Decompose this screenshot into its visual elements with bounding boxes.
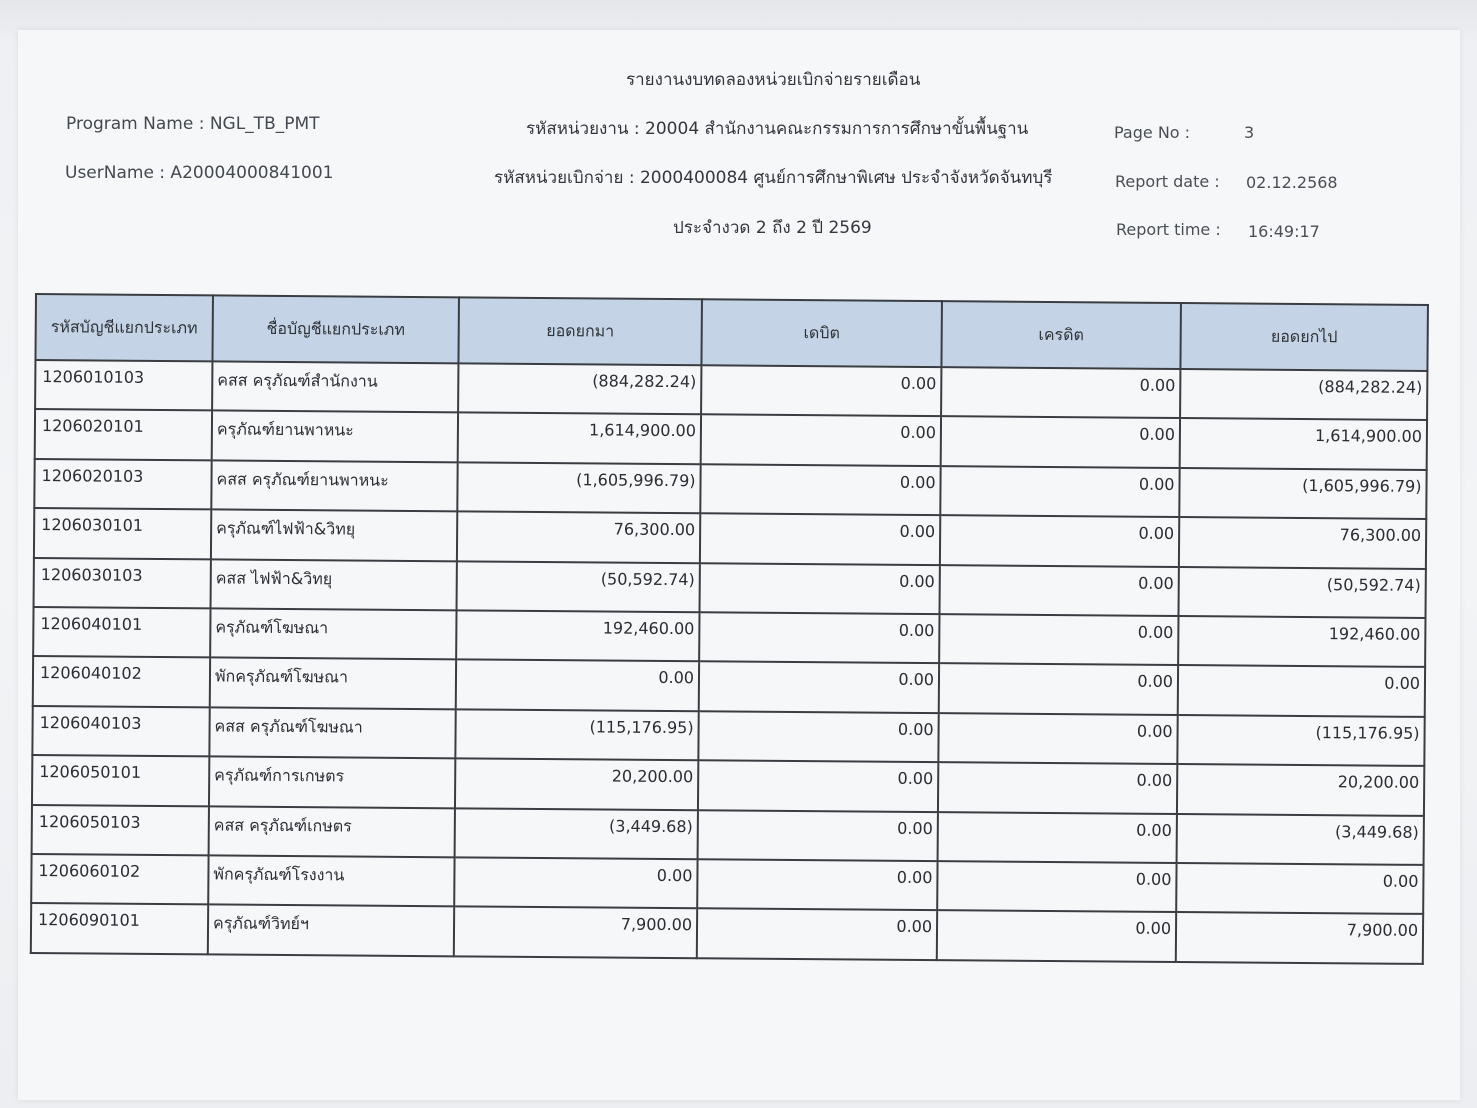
- cell-account-code: 1206040103: [32, 706, 209, 757]
- cell-credit: 0.00: [939, 663, 1178, 714]
- cell-closing-balance: 7,900.00: [1176, 912, 1423, 963]
- cell-credit: 0.00: [940, 515, 1179, 566]
- cell-closing-balance: (884,282.24): [1180, 369, 1427, 420]
- program-name: Program Name : NGL_TB_PMT: [66, 114, 320, 134]
- cell-opening-balance: 0.00: [456, 660, 699, 711]
- cell-opening-balance: 7,900.00: [454, 907, 697, 958]
- cell-debit: 0.00: [701, 365, 941, 416]
- cell-credit: 0.00: [938, 713, 1177, 764]
- trial-balance-table-wrap: [30, 293, 1427, 965]
- cell-account-code: 1206010103: [35, 360, 212, 411]
- report-date-label: Report date :: [1115, 172, 1220, 191]
- agency-line: รหัสหน่วยงาน : 20004 สำนักงานคณะกรรมการการศึกษาขั้นพื้นฐาน: [526, 119, 1029, 139]
- header-credit: เครดิต: [941, 301, 1181, 369]
- cell-closing-balance: 0.00: [1176, 863, 1423, 914]
- cell-debit: 0.00: [699, 612, 939, 663]
- trial-balance-table: [30, 293, 1429, 965]
- cell-account-code: 1206090101: [31, 903, 208, 954]
- cell-debit: 0.00: [700, 513, 940, 564]
- cell-account-code: 1206030103: [34, 558, 211, 609]
- cell-account-name: คสส ไฟฟ้า&วิทยุ: [211, 559, 457, 610]
- page-no-label: Page No :: [1114, 123, 1191, 142]
- cell-closing-balance: 20,200.00: [1177, 764, 1424, 815]
- cell-debit: 0.00: [698, 711, 938, 762]
- report-date-value: 02.12.2568: [1246, 173, 1338, 192]
- cell-account-code: 1206050101: [32, 755, 209, 806]
- cell-debit: 0.00: [697, 909, 937, 960]
- cell-closing-balance: 0.00: [1178, 665, 1425, 716]
- cell-account-code: 1206020103: [34, 459, 211, 510]
- cell-closing-balance: (50,592.74): [1178, 567, 1425, 618]
- cell-account-name: ครุภัณฑ์การเกษตร: [209, 757, 455, 808]
- cell-credit: 0.00: [941, 417, 1180, 468]
- cell-debit: 0.00: [701, 415, 941, 466]
- header-closing-balance: ยอดยกไป: [1180, 303, 1428, 371]
- cell-credit: 0.00: [937, 910, 1176, 961]
- cell-closing-balance: (3,449.68): [1177, 814, 1424, 865]
- cell-account-code: 1206020101: [35, 409, 212, 460]
- cell-debit: 0.00: [698, 760, 938, 811]
- cell-credit: 0.00: [940, 466, 1179, 517]
- cell-closing-balance: (1,605,996.79): [1179, 468, 1426, 519]
- cell-closing-balance: 1,614,900.00: [1180, 418, 1427, 469]
- cell-opening-balance: (1,605,996.79): [457, 462, 700, 513]
- cell-opening-balance: (3,449.68): [455, 808, 698, 859]
- cell-account-name: พักครุภัณฑ์โรงงาน: [208, 855, 454, 906]
- report-time-label: Report time :: [1116, 220, 1221, 239]
- cell-credit: 0.00: [938, 762, 1177, 813]
- header-account-name: ชื่อบัญชีแยกประเภท: [212, 295, 459, 363]
- cell-account-name: คสส ครุภัณฑ์โฆษณา: [209, 707, 455, 758]
- cell-account-name: ครุภัณฑ์ยานพาหนะ: [212, 411, 458, 462]
- cell-account-name: ครุภัณฑ์โฆษณา: [210, 608, 456, 659]
- header-opening-balance: ยอดยกมา: [458, 297, 702, 365]
- header-debit: เดบิต: [701, 299, 942, 367]
- cell-credit: 0.00: [939, 614, 1178, 665]
- page-no-value: 3: [1244, 123, 1255, 142]
- header-account-code: รหัสบัญชีแยกประเภท: [35, 294, 213, 361]
- cell-account-name: ครุภัณฑ์วิทย์ฯ: [208, 905, 454, 956]
- cell-opening-balance: (50,592.74): [457, 561, 700, 612]
- cell-credit: 0.00: [941, 367, 1180, 418]
- cell-opening-balance: 192,460.00: [456, 610, 699, 661]
- cell-opening-balance: 20,200.00: [455, 758, 698, 809]
- period-line: ประจำงวด 2 ถึง 2 ปี 2569: [673, 218, 872, 238]
- cell-account-name: คสส ครุภัณฑ์เกษตร: [209, 806, 455, 857]
- cell-closing-balance: 76,300.00: [1179, 517, 1426, 568]
- cell-account-code: 1206060102: [31, 854, 208, 905]
- cell-account-code: 1206050103: [32, 805, 209, 856]
- cell-account-name: ครุภัณฑ์ไฟฟ้า&วิทยุ: [211, 510, 457, 561]
- cell-opening-balance: 76,300.00: [457, 511, 700, 562]
- cell-debit: 0.00: [700, 563, 940, 614]
- cell-closing-balance: (115,176.95): [1177, 715, 1424, 766]
- cell-account-code: 1206040101: [33, 607, 210, 658]
- table-header-row: [35, 294, 1427, 371]
- cell-account-code: 1206030101: [34, 508, 211, 559]
- cell-account-name: คสส ครุภัณฑ์ยานพาหนะ: [211, 460, 457, 511]
- cell-credit: 0.00: [940, 565, 1179, 616]
- disbursing-unit-line: รหัสหน่วยเบิกจ่าย : 2000400084 ศูนย์การศึกษาพิเศษ ประจำจังหวัดจันทบุรี: [494, 168, 1053, 188]
- report-title: รายงานงบทดลองหน่วยเบิกจ่ายรายเดือน: [626, 70, 921, 90]
- cell-closing-balance: 192,460.00: [1178, 616, 1425, 667]
- cell-credit: 0.00: [938, 812, 1177, 863]
- cell-debit: 0.00: [697, 859, 937, 910]
- cell-account-name: พักครุภัณฑ์โฆษณา: [210, 658, 456, 709]
- cell-opening-balance: 1,614,900.00: [458, 413, 701, 464]
- cell-debit: 0.00: [699, 662, 939, 713]
- cell-opening-balance: 0.00: [454, 857, 697, 908]
- cell-opening-balance: (115,176.95): [455, 709, 698, 760]
- report-time-value: 16:49:17: [1248, 222, 1320, 241]
- cell-debit: 0.00: [700, 464, 940, 515]
- user-name: UserName : A20004000841001: [65, 163, 334, 183]
- cell-debit: 0.00: [698, 810, 938, 861]
- table-row: [31, 903, 1423, 963]
- cell-account-name: คสส ครุภัณฑ์สำนักงาน: [212, 361, 458, 412]
- cell-account-code: 1206040102: [33, 656, 210, 707]
- cell-credit: 0.00: [937, 861, 1176, 912]
- cell-opening-balance: (884,282.24): [458, 363, 701, 414]
